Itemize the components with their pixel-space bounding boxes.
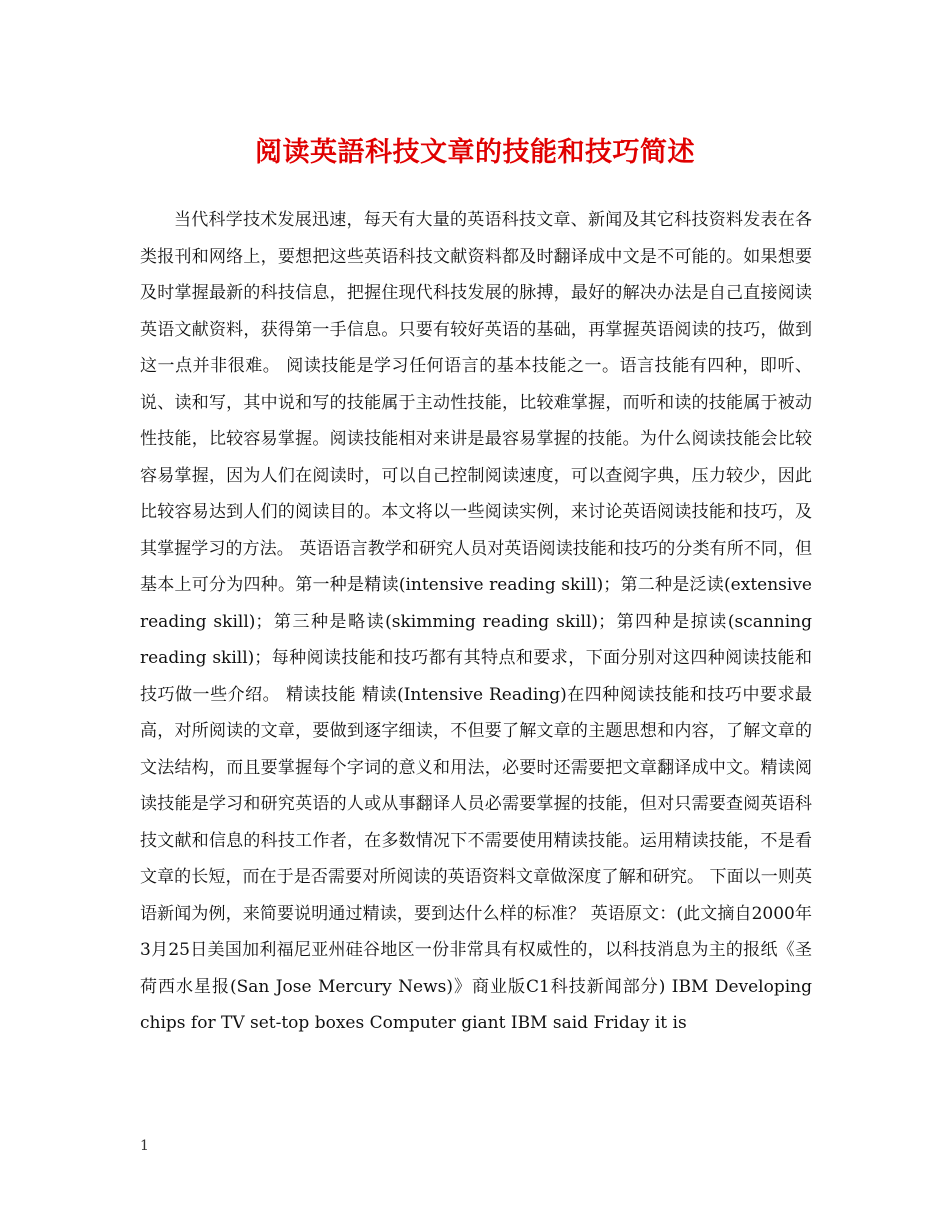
page-number: 1 [140,1138,149,1154]
document-title: 阅读英語科技文章的技能和技巧简述 [255,137,695,168]
document-body: 当代科学技术发展迅速，每天有大量的英语科技文章、新闻及其它科技资料发表在各类报刊和网络上，要想把这些英语科技文献资料都及时翻译成中文是不可能的。如果想要及时掌握最新的科技信息，把握住现代科技发展的脉搏，最好的解决办法是自己直接阅读英语文献资料，获得第一手信息。只要有较好英语的基础，再掌握英语阅读的技巧，做到这一点并非很难。 阅读技能是学习任何语言的基本技能之一。语言技能有四种，即听、说、读和写，其中说和写的技能属于主动性技能，比较难掌握，而听和读的技能属于被动性技能，比较容易掌握。阅读技能相对来讲是最容易掌握的技能。为什么阅读技能会比较容易掌握，因为人们在阅读时，可以自己控制阅读速度，可以查阅字典，压力较少，因此比较容易达到人们的阅读目的。本文将以一些阅读实例，来讨论英语阅读技能和技巧，及其掌握学习的方法。 英语语言教学和研究人员对英语阅读技能和技巧的分类有所不同，但基本上可分为四种。第一种是精读(intensive reading skill)；第二种是泛读(extensive reading skill)；第三种是略读(skimming reading skill)；第四种是掠读(scanning reading skill)；每种阅读技能和技巧都有其特点和要求，下面分别对这四种阅读技能和技巧做一些介绍。 精读技能 精读(Intensive Reading)在四种阅读技能和技巧中要求最高，对所阅读的文章，要做到逐字细读，不但要了解文章的主题思想和内容，了解文章的文法结构，而且要掌握每个字词的意义和用法，必要时还需要把文章翻译成中文。精读阅读技能是学习和研究英语的人或从事翻译人员必需要掌握的技能，但对只需要查阅英语科技文献和信息的科技工作者，在多数情况下不需要使用精读技能。运用精读技能，不是看文章的长短，而在于是否需要对所阅读的英语资料文章做深度了解和研究。 下面以一则英语新闻为例，来简要说明通过精读，要到达什么样的标准？ 英语原文：(此文摘自2000年3月25日美国加利福尼亚州硅谷地区一份非常具有权威性的，以科技消息为主的报纸《圣荷西水星报(San Jose Mercury News)》商业版C1科技新闻部分) IBM Developing chips for TV set-top boxes Computer giant IBM said Friday it is [140,210,812,1033]
